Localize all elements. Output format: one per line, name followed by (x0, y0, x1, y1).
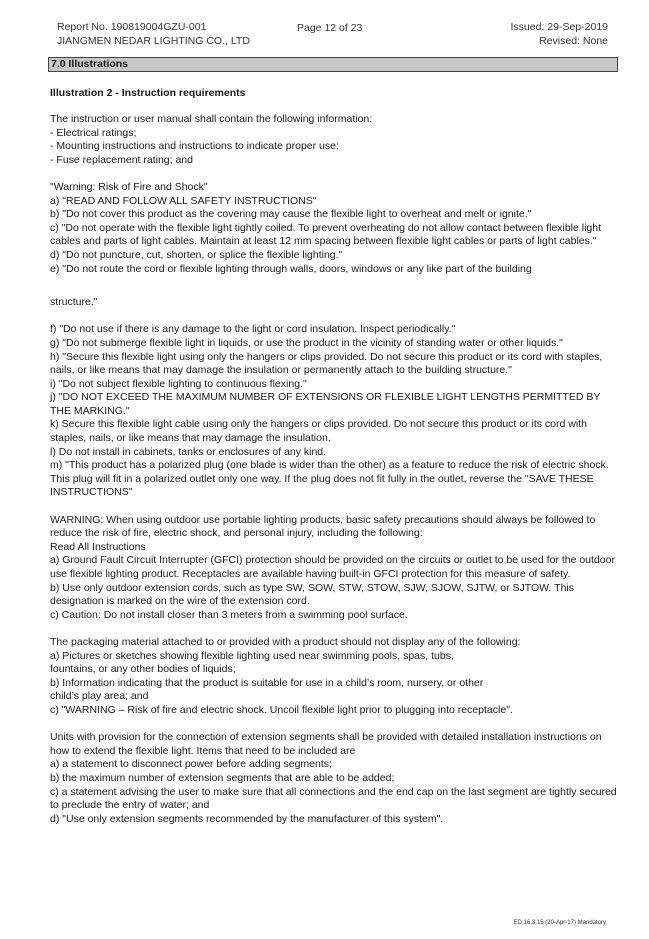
paragraph-outdoor-warning: WARNING: When using outdoor use portable lighting products, basic safety precautions should always be followed to reduce the risk of fire, electric shock, and personal injury, including the following: Read All Instructions a) Ground Fault Circuit Interrupter (GFCI) protection should be provided on the circuits or outlet to be used for the outdoor use flexible lighting product. Receptacles are available having built-in GFCI protection for this measure of safety. b) Use only outdoor extension cords, such as type SW, SOW, STW, STOW, SJW, SJOW, SJTW, or SJTOW. This designation is marked on the wire of the extension cord. c) Caution: Do not install closer than 3 meters from a swimming pool surface. (50, 513, 615, 621)
form-footer: ED 16.3.15 (20-Apr-17) Mandatory (513, 920, 606, 926)
paragraph-warning-list: "Warning: Risk of Fire and Shock" a) "READ AND FOLLOW ALL SAFETY INSTRUCTIONS" b) "Do not cover this product as the covering may cause the flexible light to overheat and melt or ignite." c) "Do not operate with the flexible light tightly coiled. To prevent overheating do not allow contact between flexible light cables and parts of light cables. Maintain at least 12 mm spacing between flexible light cables or parts of light cables." d) "Do not puncture, cut, shorten, or splice the flexible lighting." e) "Do not route the cord or flexible lighting through walls, doors, windows or any like part of the building (50, 180, 602, 275)
report-number: Report No. 190819004GZU-001 (57, 21, 207, 33)
company-name: JIANGMEN NEDAR LIGHTING CO., LTD (57, 35, 250, 47)
paragraph-extension-segments: Units with provision for the connection of extension segments shall be provided with detailed installation instructions on how to extend the flexible light. Items that need to be included are a) a statement to disconnect power before adding segments; b) the maximum number of extension segments that are able to be added; c) a statement advising the user to make sure that all connections and the end cap on the last segment are tightly secured to preclude the entry of water; and d) "Use only extension segments recommended by the manufacturer of this system". (50, 731, 617, 825)
report-header-left (57, 20, 250, 48)
report-header-right (511, 20, 608, 48)
revised-status: Revised: None (539, 35, 608, 47)
illustration-title: Illustration 2 - Instruction requirements (50, 87, 246, 99)
paragraph-structure: structure." (50, 296, 98, 309)
issued-date: Issued: 29-Sep-2019 (510, 21, 608, 33)
paragraph-warning-list-cont: f) "Do not use if there is any damage to the light or cord insulation. Inspect periodically." g) "Do not submerge flexible light in liquids, or use the product in the vicinity of standing water or other liquids." h) "Secure this flexible light using only the hangers or clips provided. Do not secure this product or its cord with staples, nails, or like means that may damage the insulation or permanently attach to the building structure." i) "Do not subject flexible lighting to continuous flexing." j) "DO NOT EXCEED THE MAXIMUM NUMBER OF EXTENSIONS OR FLEXIBLE LIGHT LENGTHS PERMITTED BY THE MARKING." k) Secure this flexible light cable using only the hangers or clips provided. Do not secure this product or its cord with staples, nails, or like means that may damage the insulation. l) Do not install in cabinets, tanks or enclosures of any kind. m) "This product has a polarized plug (one blade is wider than the other) as a feature to reduce the risk of electric shock. This plug will fit in a polarized outlet only one way. If the plug does not fit fully in the outlet, reverse the "SAVE THESE INSTRUCTIONS" (50, 323, 609, 499)
paragraph-manual-contents: The instruction or user manual shall contain the following information: - Electrical ratings; - Mounting instructions and instructions to indicate proper use; - Fuse replacement rating; and (50, 113, 373, 166)
page-number: Page 12 of 23 (297, 22, 363, 34)
document-body (50, 113, 620, 826)
section-heading: 7.0 Illustrations (48, 57, 618, 72)
paragraph-packaging: The packaging material attached to or provided with a product should not display any of the following: a) Pictures or sketches showing flexible lighting used near swimming pools, spas, tubs, fountains, or any other bodies of liquids; b) Information indicating that the product is suitable for use in a child’s room, nursery, or other child’s play area; and c) "WARNING – Risk of fire and electric shock. Uncoil flexible light prior to plugging into receptacle". (50, 635, 521, 716)
